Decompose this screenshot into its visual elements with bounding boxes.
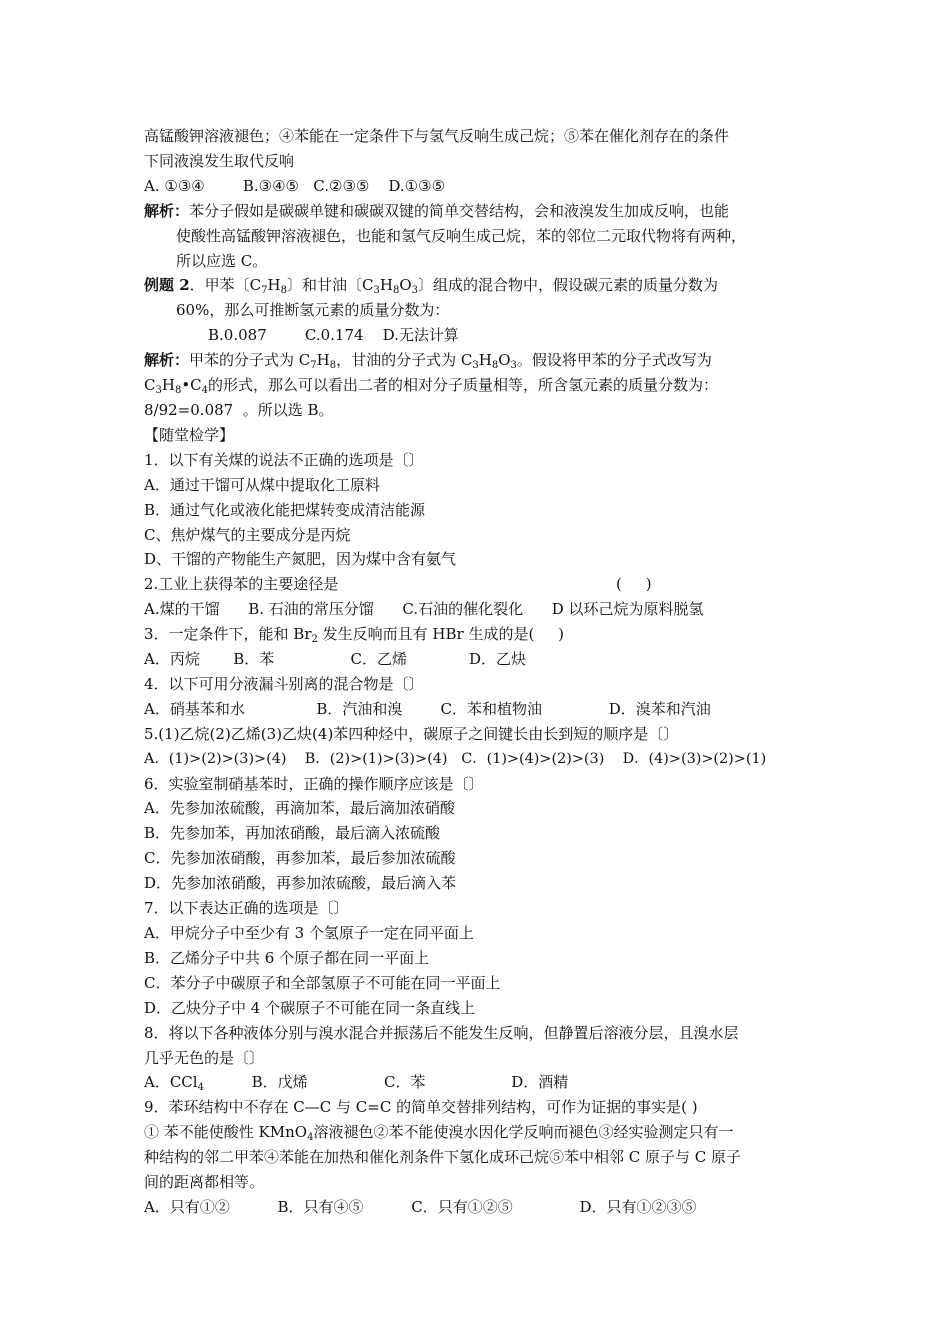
example-2-options: B.0.087 C.0.174 D.无法计算: [208, 326, 459, 345]
q5-options: A．(1)>(2)>(3)>(4) B．(2)>(1)>(3)>(4) C．(1)>(4)>(2)>(3) D．(4)>(3)>(2)>(1): [144, 750, 767, 767]
analysis-2-line-1: 解析：甲苯的分子式为 $C_7H_8$，甘油的分子式为 $C_3H_8O_3$。假设将甲苯的分子式改写为: [144, 351, 712, 372]
q3-stem: 3．一定条件下，能和 $Br_2$ 发生反响而且有 HBr 生成的是( ): [144, 625, 565, 646]
analysis-1-line-3: 所以应选 C。: [176, 251, 268, 270]
q7-option-b: B．乙烯分子中共 6 个原子都在同一平面上: [144, 948, 430, 967]
q8-stem-line-2: 几乎无色的是〔〕: [144, 1048, 265, 1067]
q6-option-a: A．先参加浓硫酸，再滴加苯，最后滴加浓硝酸: [144, 799, 455, 818]
example-2-line-2: 60%，那么可推断氢元素的质量分数为：: [176, 301, 450, 320]
q4-options: A．硝基苯和水 B．汽油和溴 C．苯和植物油 D．溴苯和汽油: [144, 699, 711, 718]
analysis-1-line-1: 解析：苯分子假如是碳碳单键和碳碳双键的简单交替结构，会和液溴发生加成反响，也能: [144, 201, 730, 220]
q1-option-c: C、焦炉煤气的主要成分是丙烷: [144, 525, 351, 544]
q2-stem: 2.工业上获得苯的主要途径是 ( ): [144, 572, 824, 597]
example-label: 例题 2: [144, 276, 190, 295]
q9-statement-line-2: 种结构的邻二甲苯④苯能在加热和催化剂条件下氢化成环己烷⑤苯中相邻 C 原子与 C 原子: [144, 1148, 742, 1167]
intro-line-1: 高锰酸钾溶液褪色；④苯能在一定条件下与氢气反响生成己烷；⑤苯在催化剂存在的条件: [144, 127, 730, 145]
q6-option-c: C．先参加浓硝酸，再参加苯，最后参加浓硫酸: [144, 849, 456, 868]
analysis-1-line-2: 使酸性高锰酸钾溶液褪色，也能和氢气反响生成己烷，苯的邻位二元取代物将有两种，: [176, 226, 747, 245]
q6-stem: 6．实验室制硝基苯时，正确的操作顺序应该是〔〕: [144, 774, 484, 793]
q2-options: A.煤的干馏 B. 石油的常压分馏 C.石油的催化裂化 D 以环己烷为原料脱氢: [144, 600, 704, 619]
q4-stem: 4．以下可用分液漏斗别离的混合物是〔〕: [144, 674, 424, 693]
q1-option-a: A．通过干馏可从煤中提取化工原料: [144, 475, 380, 494]
q3-options: A．丙烷 B．苯 C．乙烯 D．乙炔: [144, 650, 527, 669]
q9-stem: 9．苯环结构中不存在 C—C 与 C=C 的简单交替排列结构，可作为证据的事实是( ): [144, 1098, 698, 1117]
analysis-2-line-2: $C_3H_8•C_4$的形式，那么可以看出二者的相对分子质量相等，所含氢元素的质量分数为：: [144, 376, 719, 397]
q8-stem-line-1: 8．将以下各种液体分别与溴水混合并振荡后不能发生反响，但静置后溶液分层，且溴水层: [144, 1023, 739, 1042]
q8-options: A．CCl$_4$ B．戊烯 C．苯 D．酒精: [144, 1073, 569, 1094]
document-page: [144, 124, 824, 1220]
intro-options: A. ①③④ B.③④⑤ C.②③⑤ D.①③⑤: [144, 176, 446, 195]
q6-option-b: B．先参加苯，再加浓硝酸，最后滴入浓硫酸: [144, 824, 441, 843]
q1-stem: 1．以下有关煤的说法不正确的选项是〔〕: [144, 450, 424, 469]
q5-stem: 5.(1)乙烷(2)乙烯(3)乙炔(4)苯四种烃中，碳原子之间键长由长到短的顺序是〔〕: [144, 724, 679, 743]
intro-line-2: 下同液溴发生取代反响: [144, 151, 295, 170]
q1-option-d: D、干馏的产物能生产氮肥，因为煤中含有氨气: [144, 550, 457, 569]
q2-answer-paren: ( ): [616, 575, 652, 594]
analysis-label: 解析：: [144, 351, 190, 370]
q9-statement-line-3: 间的距离都相等。: [144, 1173, 265, 1192]
q7-option-a: A．甲烷分子中至少有 3 个氢原子一定在同平面上: [144, 924, 474, 942]
q1-option-b: B．通过气化或液化能把煤转变成清洁能源: [144, 500, 426, 519]
example-2-stem: 例题 2．甲苯〔$C_7H_8$〕和甘油〔$C_3H_8O_3$〕组成的混合物中，假设碳元素的质量分数为: [144, 276, 719, 297]
analysis-label: 解析：: [144, 201, 190, 220]
q9-options: A．只有①② B．只有④⑤ C．只有①②⑤ D．只有①②③⑤: [144, 1197, 697, 1216]
q9-statement-line-1: ① 苯不能使酸性 KMnO$_4$溶液褪色②苯不能使溴水因化学反响而褪色③经实验测定只有一: [144, 1123, 734, 1144]
q6-option-d: D．先参加浓硝酸，再参加浓硫酸，最后滴入苯: [144, 874, 457, 893]
section-title: 【随堂检学】: [144, 425, 235, 444]
q7-option-d: D．乙炔分子中 4 个碳原子不可能在同一条直线上: [144, 998, 476, 1017]
analysis-2-line-3: 8/92=0.087 。所以选 B。: [144, 400, 334, 419]
q7-option-c: C．苯分子中碳原子和全部氢原子不可能在同一平面上: [144, 973, 501, 992]
q7-stem: 7．以下表达正确的选项是〔〕: [144, 899, 349, 918]
